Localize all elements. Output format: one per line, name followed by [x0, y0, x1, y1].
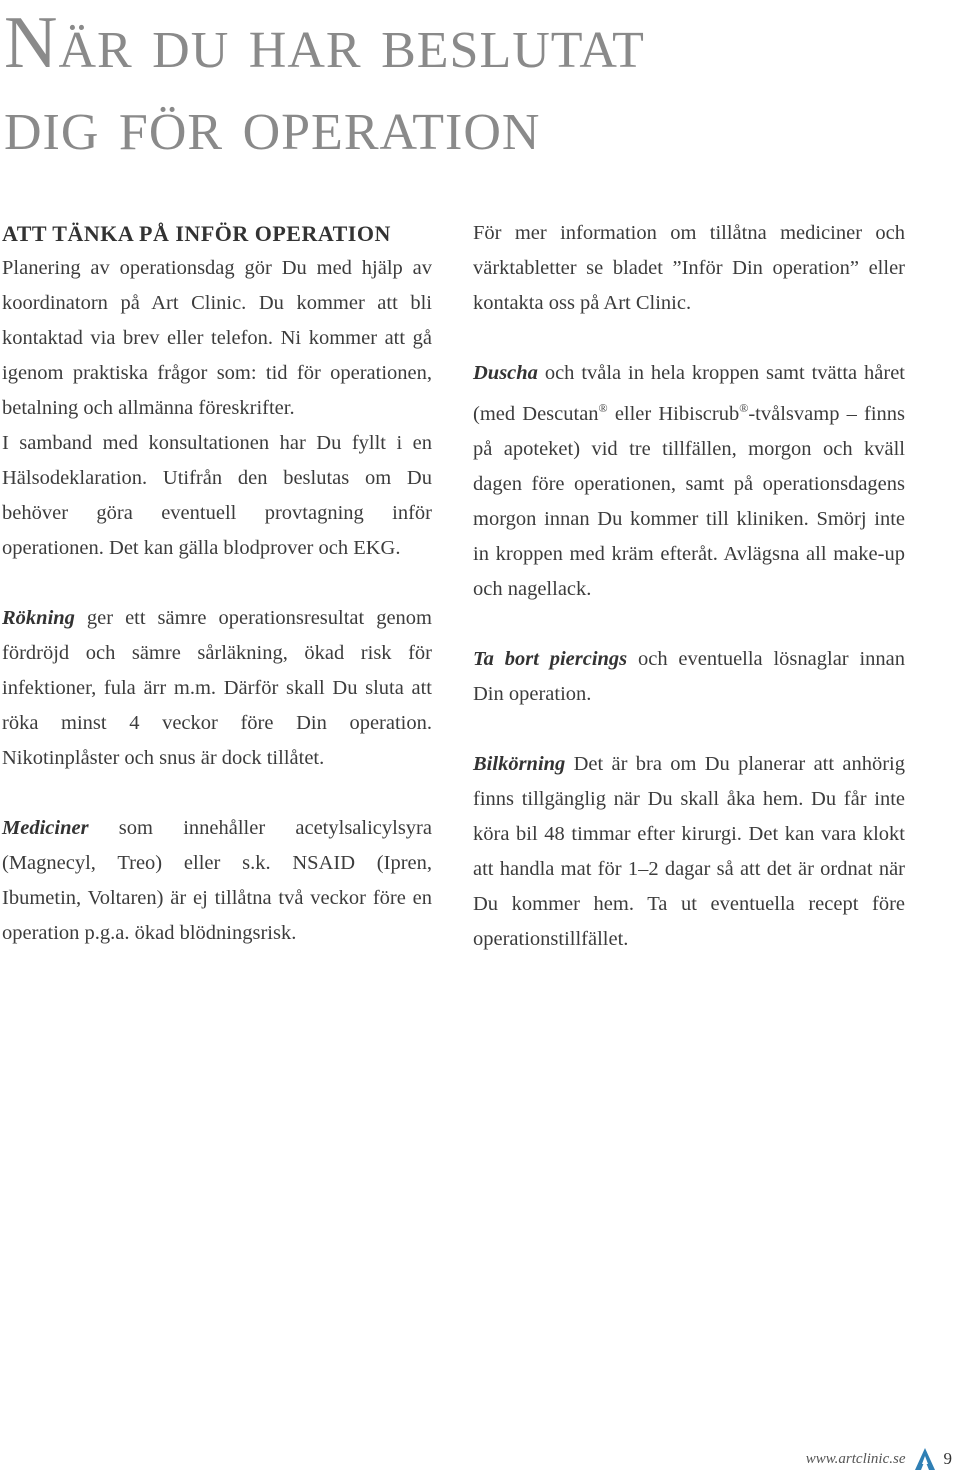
title-line-1: När du har beslutat	[4, 2, 645, 84]
driving-term: Bilkörning	[473, 752, 566, 775]
page-footer	[806, 1444, 952, 1474]
page-title	[4, 2, 954, 166]
registered-mark-2: ®	[739, 401, 749, 415]
right-column	[473, 216, 905, 992]
smoking-text: ger ett sämre operationsresultat genom fördröjd och sämre sårläkning, ökad risk för infektioner, fula ärr m.m. Därför skall Du sluta att röka minst 4 veckor före Din operation. Nikotinplåster och snus är dock tillåtet.	[2, 607, 432, 769]
shower-text-a: och tvåla in hela kroppen samt tvätta håret (med Descutan	[473, 362, 905, 425]
piercing-paragraph	[473, 642, 905, 712]
medicine-paragraph	[2, 811, 432, 951]
title-line-2: dig för operation	[4, 84, 541, 166]
registered-mark: ®	[598, 401, 608, 415]
medicine-text: som innehåller acetylsalicylsyra (Magnecyl, Treo) eller s.k. NSAID (Ipren, Ibumetin, Voltaren) är ej tillåtna två veckor före en operation p.g.a. ökad blödningsrisk.	[2, 817, 432, 944]
piercing-text: och eventuella lösnaglar innan Din operation.	[473, 647, 905, 705]
page-number: 9	[943, 1449, 952, 1468]
shower-text-c: -tvålsvamp – finns på apoteket) vid tre tillfällen, morgon och kväll dagen före operationen, samt på operationsdagens morgon innan Du kommer till kliniken. Smörj inte in kroppen med kräm efteråt. Avlägsna all make-up och nagellack.	[473, 402, 905, 600]
shower-term: Duscha	[473, 362, 538, 384]
shower-paragraph	[473, 356, 905, 607]
info-paragraph: För mer information om tillåtna mediciner och värktabletter se bladet ”Inför Din operation” eller kontakta oss på Art Clinic.	[473, 222, 905, 314]
shower-text-b: eller Hibiscrub	[607, 402, 740, 425]
medicine-term: Mediciner	[2, 817, 89, 839]
piercing-term: Ta bort piercings	[473, 647, 628, 670]
artclinic-logo-icon	[914, 1447, 936, 1471]
smoking-term: Rökning	[2, 607, 75, 629]
left-column	[2, 216, 432, 986]
driving-text: Det är bra om Du planerar att anhörig finns tillgänglig när Du skall åka hem. Du får inte köra bil 48 timmar efter kirurgi. Det kan vara klokt att handla mat för 1–2 dagar så att det är ordnat när Du kommer hem. Ta ut eventuella recept före operationstillfället.	[473, 752, 905, 950]
section-heading: ATT TÄNKA PÅ INFÖR OPERATION	[2, 221, 391, 246]
health-declaration-paragraph: I samband med konsultationen har Du fyllt i en Hälsodeklaration. Utifrån den beslutas om Du behöver göra eventuell provtagning inför operationen. Det kan gälla blodprover och EKG.	[2, 432, 432, 559]
smoking-paragraph	[2, 601, 432, 776]
driving-paragraph	[473, 747, 905, 957]
planning-paragraph: Planering av operationsdag gör Du med hjälp av koordinatorn på Art Clinic. Du kommer att bli kontaktad via brev eller telefon. Ni kommer att gå igenom praktiska frågor som: tid för operationen, betalning och allmänna föreskrifter.	[2, 257, 432, 419]
website-link[interactable]: www.artclinic.se	[805, 1450, 906, 1467]
